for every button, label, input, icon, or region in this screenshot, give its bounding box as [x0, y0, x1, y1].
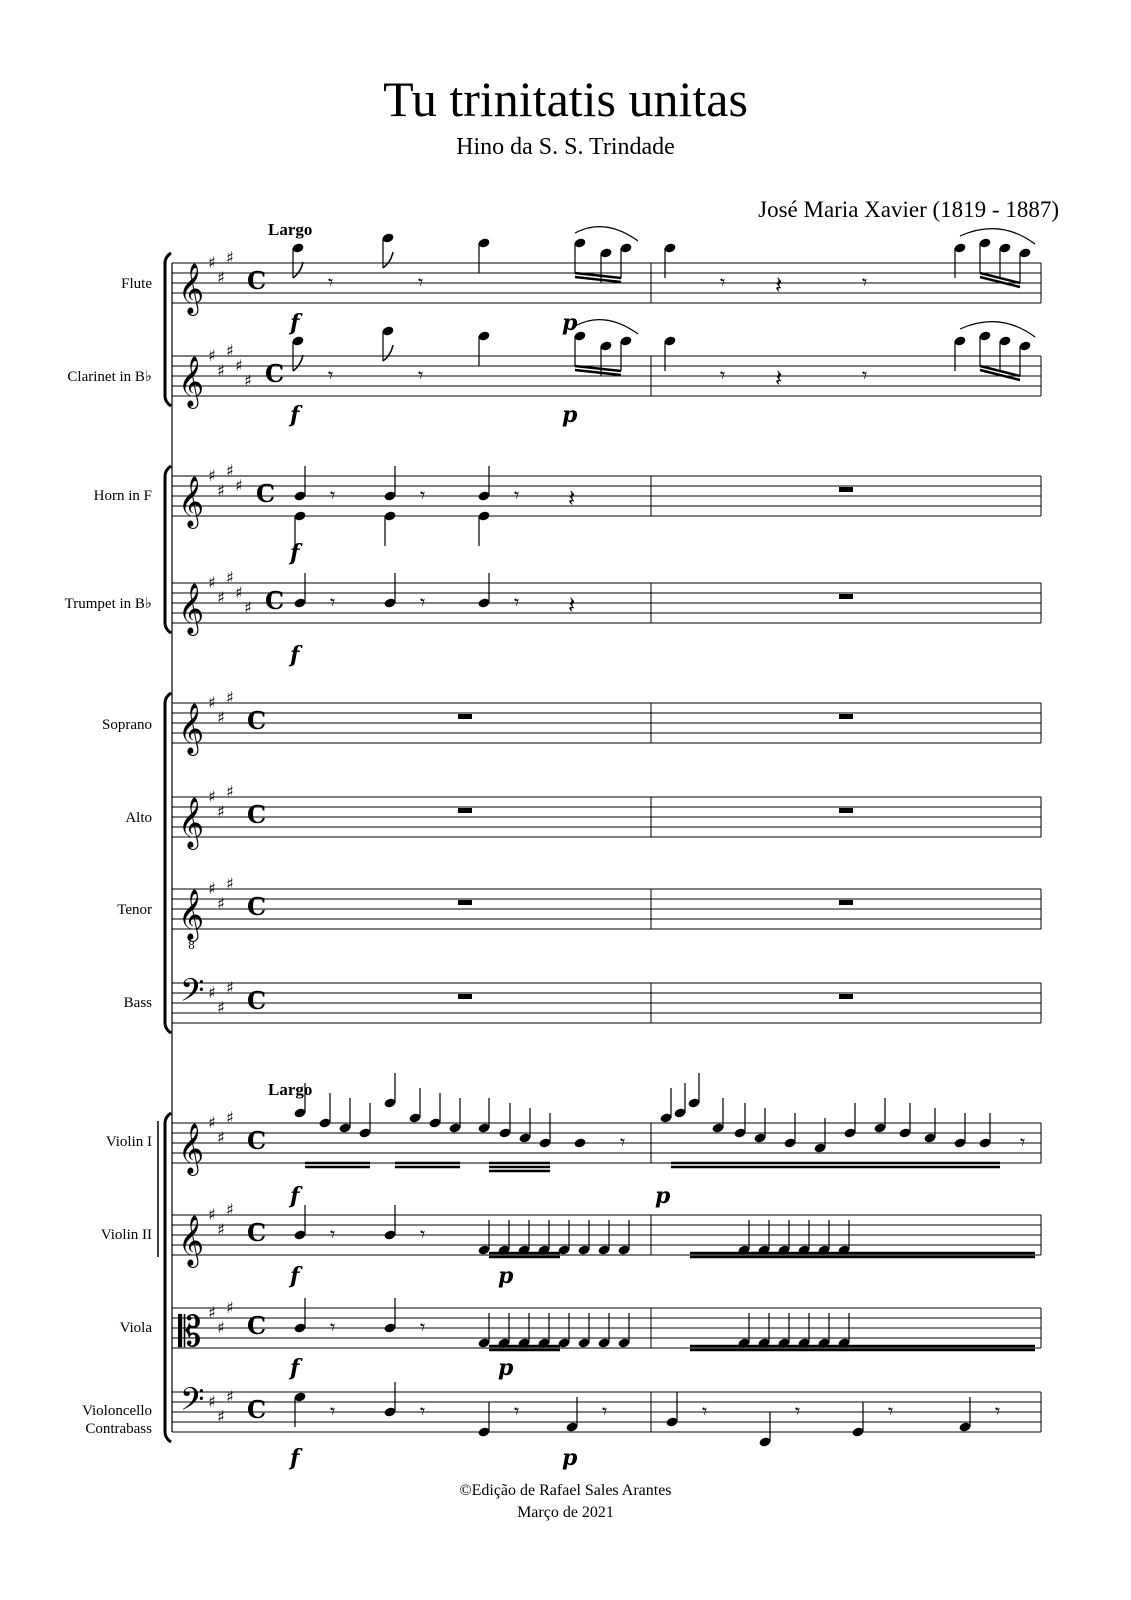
- key-sharp: ♯: [226, 568, 234, 587]
- eighth-rest: 𝄾: [514, 1399, 520, 1423]
- key-sharp: ♯: [217, 588, 225, 607]
- key-sharp: ♯: [226, 782, 234, 801]
- eighth-rest: 𝄾: [420, 590, 426, 614]
- instrument-label-flute: Flute: [121, 276, 152, 292]
- eighth-rest: 𝄾: [720, 363, 726, 387]
- alto-clef: 𝄡: [178, 1307, 202, 1356]
- eighth-rest: 𝄾: [795, 1399, 801, 1423]
- treble-clef: 𝄞: [178, 263, 205, 314]
- dynamic-piano: p: [498, 1263, 514, 1289]
- dynamic-forte: f: [290, 1263, 300, 1289]
- treble-clef: 𝄞: [178, 797, 205, 848]
- key-sharp: ♯: [208, 983, 216, 1002]
- bracket-brass: [165, 466, 171, 633]
- treble-clef: 𝄞: [178, 476, 205, 527]
- bracket-choir: [165, 693, 171, 1033]
- key-sharp: ♯: [217, 708, 225, 727]
- bracket-strings: [165, 1113, 171, 1442]
- treble-clef: 𝄞: [178, 889, 205, 940]
- eighth-rest: 𝄾: [330, 1399, 336, 1423]
- tempo-marking-strings: Largo: [268, 1080, 313, 1099]
- bass-clef: 𝄢: [180, 1381, 205, 1425]
- eighth-rest: 𝄾: [328, 363, 334, 387]
- key-sharp: ♯: [217, 1318, 225, 1337]
- key-sharp: ♯: [226, 1298, 234, 1317]
- key-sharp: ♯: [217, 998, 225, 1017]
- key-sharp: ♯: [235, 476, 243, 495]
- slur: [960, 322, 1035, 337]
- key-sharp: ♯: [226, 874, 234, 893]
- key-sharp: ♯: [208, 253, 216, 272]
- cello-label-line1: Violoncello: [82, 1403, 152, 1419]
- composer-credit: José Maria Xavier (1819 - 1887): [758, 197, 1059, 222]
- whole-rest: [458, 808, 472, 813]
- whole-rest: [458, 714, 472, 719]
- instrument-label-alto: Alto: [125, 810, 152, 826]
- eighth-rest: 𝄾: [514, 483, 520, 507]
- time-signature: C: [247, 1126, 267, 1155]
- instrument-label-horn: Horn in F: [93, 488, 152, 504]
- key-sharp: ♯: [208, 1303, 216, 1322]
- eighth-rest: 𝄾: [995, 1399, 1001, 1423]
- key-sharp: ♯: [235, 356, 243, 375]
- key-sharp: ♯: [226, 248, 234, 267]
- quarter-rest: 𝄽: [568, 591, 576, 619]
- instrument-label-clarinet: Clarinet in B♭: [67, 369, 152, 385]
- eighth-rest: 𝄾: [420, 1222, 426, 1246]
- key-sharp: ♯: [226, 688, 234, 707]
- dynamic-forte: f: [290, 1183, 300, 1209]
- eighth-rest: 𝄾: [420, 483, 426, 507]
- key-sharp: ♯: [208, 693, 216, 712]
- key-sharp: ♯: [217, 894, 225, 913]
- key-sharp: ♯: [217, 361, 225, 380]
- time-signature: C: [247, 1311, 267, 1340]
- eighth-rest: 𝄾: [328, 270, 334, 294]
- instrument-label-bass: Bass: [123, 995, 152, 1011]
- key-sharp: ♯: [208, 466, 216, 485]
- eighth-rest: 𝄾: [420, 1315, 426, 1339]
- dynamic-forte: f: [290, 402, 300, 428]
- instrument-label-trumpet: Trumpet in B♭: [64, 596, 152, 612]
- treble-clef: 𝄞: [178, 583, 205, 634]
- time-signature: C: [247, 706, 267, 735]
- whole-rest: [839, 714, 853, 719]
- score-title: Tu trinitatis unitas: [383, 71, 748, 127]
- key-sharp: ♯: [208, 1392, 216, 1411]
- key-sharp: ♯: [235, 583, 243, 602]
- eighth-rest: 𝄾: [514, 590, 520, 614]
- note-flag: [383, 345, 393, 361]
- quarter-rest: 𝄽: [775, 271, 783, 299]
- quarter-rest: 𝄽: [775, 364, 783, 392]
- time-signature: C: [247, 266, 267, 295]
- dynamic-piano: p: [562, 402, 578, 428]
- treble-clef: 𝄞: [178, 1215, 205, 1266]
- time-signature: C: [247, 800, 267, 829]
- slur: [960, 229, 1035, 244]
- treble-clef: 𝄞: [178, 356, 205, 407]
- eighth-rest: 𝄾: [702, 1399, 708, 1423]
- key-sharp: ♯: [226, 1387, 234, 1406]
- eighth-rest: 𝄾: [330, 1315, 336, 1339]
- eighth-rest: 𝄾: [418, 270, 424, 294]
- time-signature: C: [247, 892, 267, 921]
- key-sharp: ♯: [217, 1128, 225, 1147]
- whole-rest: [458, 994, 472, 999]
- eighth-rest: 𝄾: [720, 270, 726, 294]
- key-sharp: ♯: [226, 1200, 234, 1219]
- note-flag: [293, 262, 303, 278]
- whole-rest: [839, 594, 853, 599]
- note-head: [573, 1137, 586, 1148]
- instrument-label-tenor: Tenor: [117, 902, 152, 918]
- eighth-rest: 𝄾: [602, 1399, 608, 1423]
- dynamic-forte: f: [290, 1355, 300, 1381]
- time-signature: C: [265, 359, 285, 388]
- slur: [575, 320, 638, 334]
- dynamic-piano: p: [562, 1445, 578, 1471]
- octave-eight: 8: [188, 939, 195, 952]
- key-sharp: ♯: [244, 598, 252, 617]
- key-sharp: ♯: [226, 461, 234, 480]
- treble-clef: 𝄞: [178, 703, 205, 754]
- eighth-rest: 𝄾: [888, 1399, 894, 1423]
- key-sharp: ♯: [244, 371, 252, 390]
- time-signature: C: [247, 1218, 267, 1247]
- key-sharp: ♯: [226, 341, 234, 360]
- slur: [575, 227, 638, 241]
- key-sharp: ♯: [217, 1407, 225, 1426]
- key-sharp: ♯: [208, 879, 216, 898]
- dynamic-forte: f: [290, 642, 300, 668]
- instrument-label-viola: Viola: [119, 1320, 152, 1336]
- bracket-woodwinds: [165, 253, 171, 406]
- key-sharp: ♯: [208, 573, 216, 592]
- key-sharp: ♯: [208, 1113, 216, 1132]
- score-subtitle: Hino da S. S. Trindade: [456, 134, 675, 160]
- dynamic-forte: f: [290, 540, 300, 566]
- eighth-rest: 𝄾: [1020, 1130, 1026, 1154]
- whole-rest: [839, 487, 853, 492]
- edition-date: Março de 2021: [517, 1504, 614, 1521]
- eighth-rest: 𝄾: [420, 1399, 426, 1423]
- key-sharp: ♯: [217, 1220, 225, 1239]
- time-signature: C: [256, 479, 276, 508]
- quarter-rest: 𝄽: [568, 484, 576, 512]
- dynamic-piano: p: [655, 1183, 671, 1209]
- edition-credit: ©Edição de Rafael Sales Arantes: [459, 1482, 672, 1499]
- whole-rest: [839, 900, 853, 905]
- whole-rest: [839, 808, 853, 813]
- key-sharp: ♯: [208, 1205, 216, 1224]
- note-flag: [293, 355, 303, 371]
- time-signature: C: [265, 586, 285, 615]
- whole-rest: [458, 900, 472, 905]
- key-sharp: ♯: [217, 802, 225, 821]
- eighth-rest: 𝄾: [620, 1130, 626, 1154]
- key-sharp: ♯: [217, 268, 225, 287]
- note-flag: [383, 252, 393, 268]
- instrument-label-violin-2: Violin II: [100, 1227, 152, 1243]
- key-sharp: ♯: [208, 346, 216, 365]
- dynamic-piano: p: [562, 310, 578, 336]
- eighth-rest: 𝄾: [330, 483, 336, 507]
- dynamic-forte: f: [290, 1445, 300, 1471]
- dynamic-forte: f: [290, 310, 300, 336]
- whole-rest: [839, 994, 853, 999]
- time-signature: C: [247, 1395, 267, 1424]
- bass-clef: 𝄢: [180, 972, 205, 1016]
- key-sharp: ♯: [208, 787, 216, 806]
- instrument-label-violin-1: Violin I: [105, 1134, 152, 1150]
- eighth-rest: 𝄾: [330, 590, 336, 614]
- eighth-rest: 𝄾: [862, 363, 868, 387]
- tempo-marking-winds: Largo: [268, 220, 313, 239]
- eighth-rest: 𝄾: [330, 1222, 336, 1246]
- time-signature: C: [247, 986, 267, 1015]
- instrument-label-soprano: Soprano: [102, 717, 152, 733]
- treble-clef: 𝄞: [178, 1123, 205, 1174]
- key-sharp: ♯: [217, 481, 225, 500]
- edition-footer: [0, 1480, 1131, 1524]
- eighth-rest: 𝄾: [418, 363, 424, 387]
- dynamic-piano: p: [498, 1355, 514, 1381]
- key-sharp: ♯: [226, 1108, 234, 1127]
- cello-label-line2: Contrabass: [85, 1421, 152, 1437]
- eighth-rest: 𝄾: [862, 270, 868, 294]
- key-sharp: ♯: [226, 978, 234, 997]
